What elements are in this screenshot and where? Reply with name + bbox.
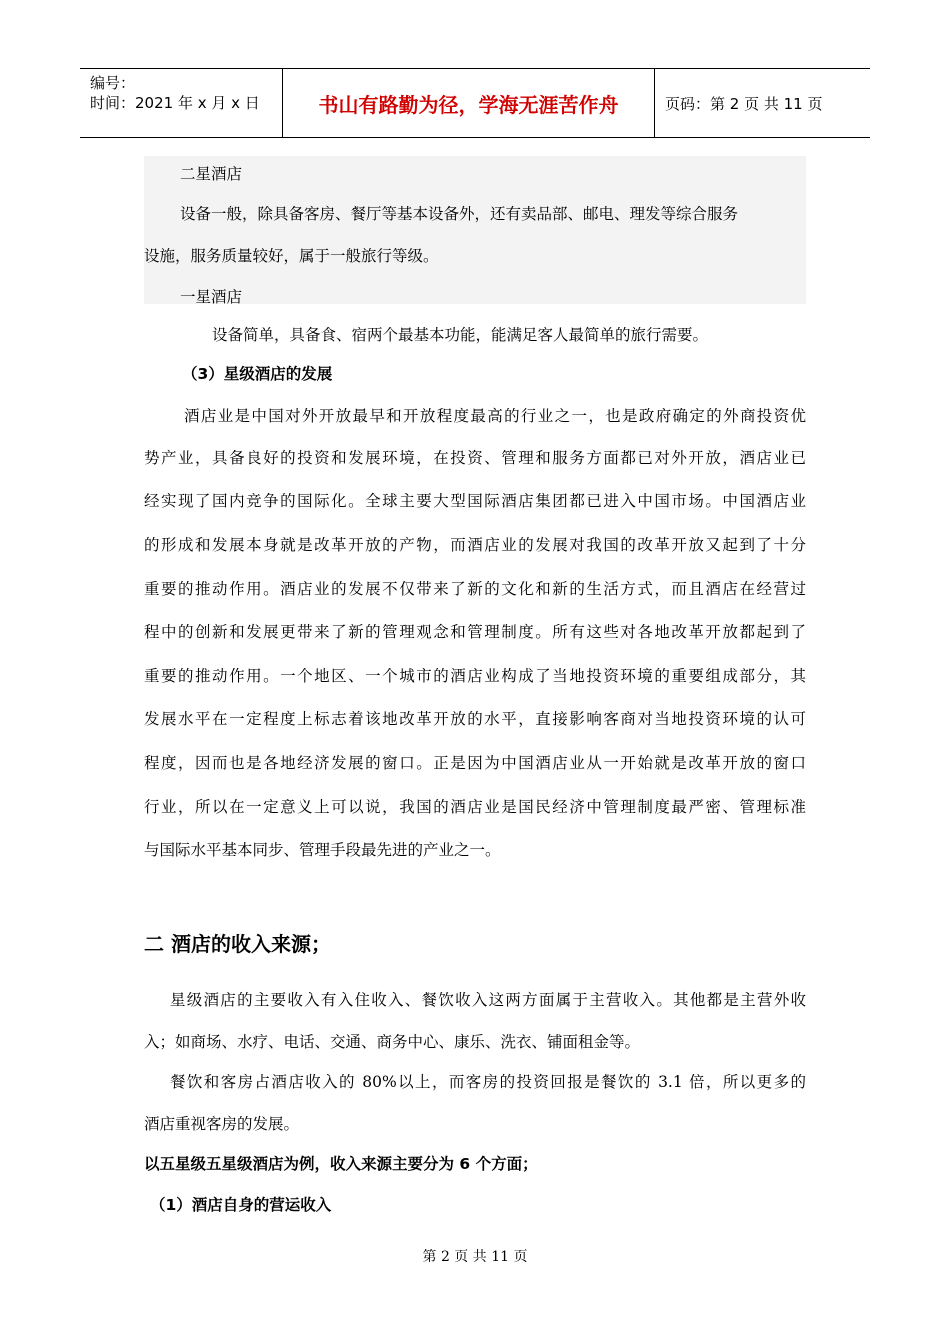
sub-heading: （1）酒店自身的营运收入 (150, 1196, 332, 1214)
two-star-text-line2: 设施，服务质量较好，属于一般旅行等级。 (144, 247, 439, 265)
two-star-text-line1: 设备一般，除具备客房、餐厅等基本设备外，还有卖品部、邮电、理发等综合服务 (180, 205, 739, 223)
paragraph-line: 势产业，具备良好的投资和发展环境，在投资、管理和服务方面都已对外开放，酒店业已 (144, 449, 806, 467)
two-star-title: 二星酒店 (180, 165, 243, 183)
paragraph-line: 程中的创新和发展更带来了新的管理观念和管理制度。所有这些对各地改革开放都起到了 (144, 623, 806, 641)
paragraph-line: 发展水平在一定程度上标志着该地改革开放的水平，直接影响客商对当地投资环境的认可 (144, 710, 806, 728)
shaded-block (144, 156, 806, 304)
one-star-title: 一星酒店 (180, 288, 243, 306)
paragraph-line: 重要的推动作用。一个地区、一个城市的酒店业构成了当地投资环境的重要组成部分，其 (144, 667, 806, 685)
section-title: 二 酒店的收入来源； (144, 932, 331, 956)
ratio-line1: 餐饮和客房占酒店收入的 80%以上，而客房的投资回报是餐饮的 3.1 倍，所以更多的 (170, 1073, 806, 1091)
header-page-info: 页码：第 2 页 共 11 页 (665, 94, 823, 113)
development-heading: （3）星级酒店的发展 (182, 365, 333, 383)
paragraph-line: 酒店业是中国对外开放最早和开放程度最高的行业之一，也是政府确定的外商投资优 (184, 407, 806, 425)
example-line: 以五星级五星级酒店为例，收入来源主要分为 6 个方面； (144, 1155, 538, 1173)
paragraph-line: 经实现了国内竞争的国际化。全球主要大型国际酒店集团都已进入中国市场。中国酒店业 (144, 492, 806, 510)
paragraph-line: 与国际水平基本同步、管理手段最先进的产业之一。 (144, 841, 501, 859)
page-footer: 第 2 页 共 11 页 (422, 1249, 528, 1265)
header-meta (80, 69, 283, 137)
page-header (80, 68, 870, 138)
paragraph-line: 行业，所以在一定意义上可以说，我国的酒店业是国民经济中管理制度最严密、管理标准 (144, 798, 806, 816)
paragraph-line: 程度，因而也是各地经济发展的窗口。正是因为中国酒店业从一开始就是改革开放的窗口 (144, 754, 806, 772)
paragraph-line: 重要的推动作用。酒店业的发展不仅带来了新的文化和新的生活方式，而且酒店在经营过 (144, 580, 806, 598)
document-number-label: 编号： (90, 74, 136, 92)
ratio-line2: 酒店重视客房的发展。 (144, 1115, 300, 1133)
one-star-text: 设备简单，具备食、宿两个最基本功能，能满足客人最简单的旅行需要。 (212, 326, 709, 344)
header-motto: 书山有路勤为径，学海无涯苦作舟 (283, 69, 655, 137)
document-date: 时间：2021 年 x 月 x 日 (90, 94, 260, 112)
income-line1: 星级酒店的主要收入有入住收入、餐饮收入这两方面属于主营收入。其他都是主营外收 (170, 991, 806, 1009)
income-line2: 入；如商场、水疗、电话、交通、商务中心、康乐、洗衣、铺面租金等。 (144, 1033, 641, 1051)
paragraph-line: 的形成和发展本身就是改革开放的产物，而酒店业的发展对我国的改革开放又起到了十分 (144, 536, 806, 554)
